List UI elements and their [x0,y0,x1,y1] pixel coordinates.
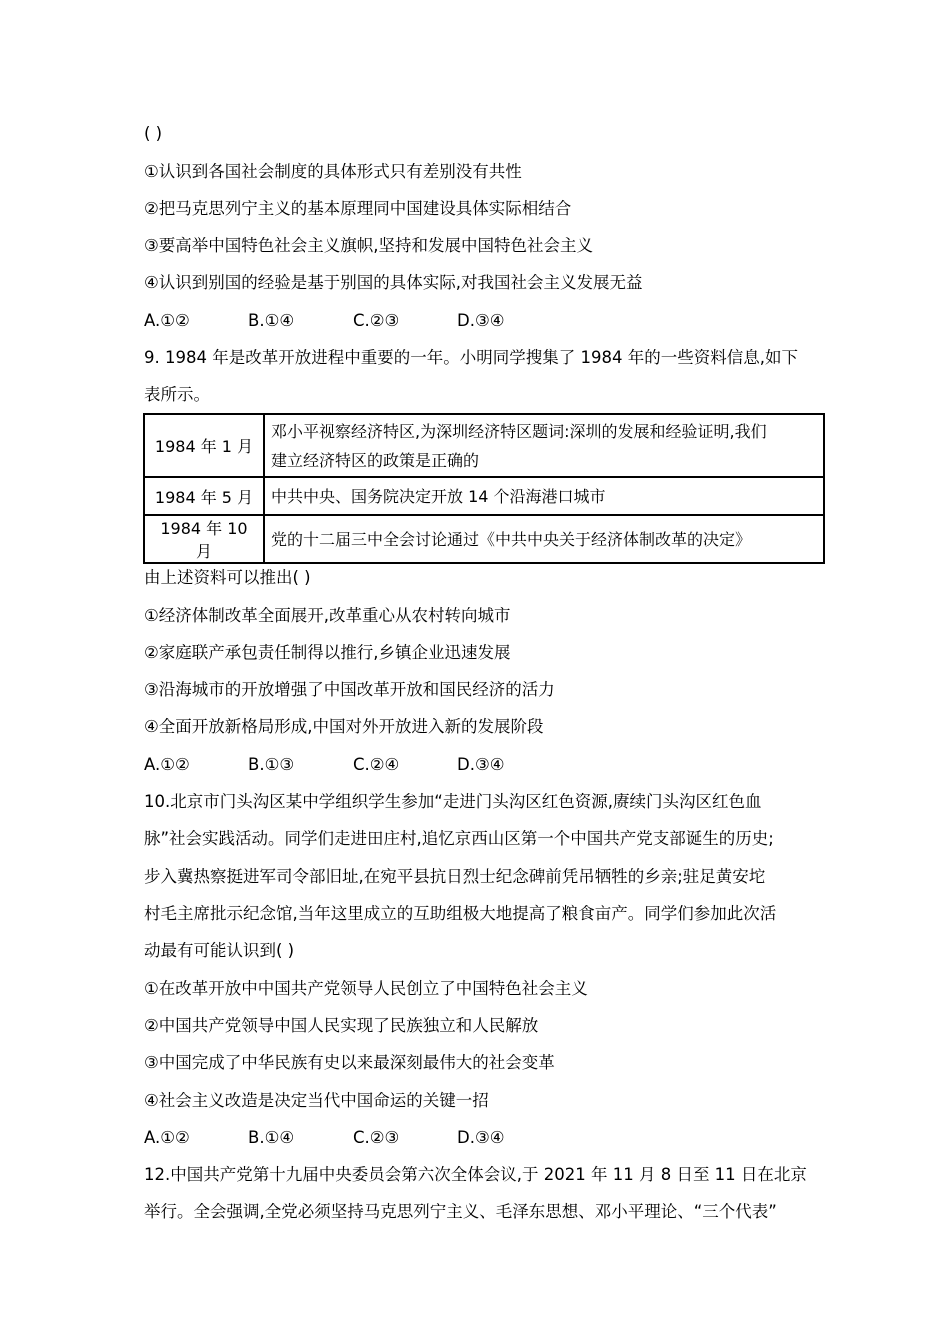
table-date-cell: 1984 年 5 月 [144,477,264,515]
q12-stem-line-1: 12.中国共产党第十九届中央委员会第六次全体会议,于 2021 年 11 月 8 日至 11 日在北京 [144,1165,807,1184]
q8-option-c: C.②③ [353,311,400,330]
q10-item-2: ②中国共产党领导中国人民实现了民族独立和人民解放 [144,1016,539,1035]
table-row [144,477,824,515]
q8-option-b: B.①④ [248,311,295,330]
table-date-cell: 1984 年 10 月 [144,515,264,563]
q9-stem-line-2: 表所示。 [144,385,210,404]
q8-item-3: ③要高举中国特色社会主义旗帜,坚持和发展中国特色社会主义 [144,236,594,255]
q8-item-2: ②把马克思列宁主义的基本原理同中国建设具体实际相结合 [144,199,572,218]
q9-option-c: C.②④ [353,755,400,774]
q8-option-a: A.①② [144,311,190,330]
q9-prompt: 由上述资料可以推出( ) [144,568,311,587]
q8-item-4: ④认识到别国的经验是基于别国的具体实际,对我国社会主义发展无益 [144,273,643,292]
q9-item-2: ②家庭联产承包责任制得以推行,乡镇企业迅速发展 [144,643,511,662]
table-event-line: 中共中央、国务院决定开放 14 个沿海港口城市 [271,486,606,506]
q8-item-1: ①认识到各国社会制度的具体形式只有差别没有共性 [144,162,522,181]
q10-stem-line-1: 10.北京市门头沟区某中学组织学生参加“走进门头沟区红色资源,赓续门头沟区红色血 [144,792,762,811]
q9-info-table [143,413,825,564]
table-event-line: 建立经济特区的政策是正确的 [271,450,480,470]
q10-stem-line-2: 脉”社会实践活动。同学们走进田庄村,追忆京西山区第一个中国共产党支部诞生的历史; [144,829,774,848]
q10-option-c: C.②③ [353,1128,400,1147]
table-event-cell [264,477,824,515]
q10-item-1: ①在改革开放中中国共产党领导人民创立了中国特色社会主义 [144,979,588,998]
table-row [144,515,824,563]
q9-option-d: D.③④ [457,755,505,774]
table-event-cell [264,414,824,477]
q10-option-a: A.①② [144,1128,190,1147]
q9-stem-line-1: 9. 1984 年是改革开放进程中重要的一年。小明同学搜集了 1984 年的一些资料信息,如下 [144,348,798,367]
q9-item-4: ④全面开放新格局形成,中国对外开放进入新的发展阶段 [144,717,544,736]
table-event-cell [264,515,824,563]
table-date-cell: 1984 年 1 月 [144,414,264,477]
q9-item-1: ①经济体制改革全面展开,改革重心从农村转向城市 [144,606,511,625]
q12-stem-line-2: 举行。全会强调,全党必须坚持马克思列宁主义、毛泽东思想、邓小平理论、“三个代表” [144,1202,777,1221]
q9-option-a: A.①② [144,755,190,774]
q10-stem-line-3: 步入冀热察挺进军司令部旧址,在宛平县抗日烈士纪念碑前凭吊牺牲的乡亲;驻足黄安坨 [144,867,766,886]
q8-option-d: D.③④ [457,311,505,330]
table-event-line: 邓小平视察经济特区,为深圳经济特区题词:深圳的发展和经验证明,我们 [271,421,767,441]
q10-item-4: ④社会主义改造是决定当代中国命运的关键一招 [144,1091,489,1110]
table-event-line: 党的十二届三中全会讨论通过《中共中央关于经济体制改革的决定》 [271,529,752,549]
q10-option-d: D.③④ [457,1128,505,1147]
q10-stem-line-4: 村毛主席批示纪念馆,当年这里成立的互助组极大地提高了粮食亩产。同学们参加此次活 [144,904,777,923]
q9-option-b: B.①③ [248,755,295,774]
q10-stem-line-5: 动最有可能认识到( ) [144,941,295,960]
q10-item-3: ③中国完成了中华民族有史以来最深刻最伟大的社会变革 [144,1053,555,1072]
table-row [144,414,824,477]
q9-item-3: ③沿海城市的开放增强了中国改革开放和国民经济的活力 [144,680,555,699]
q8-answer-bracket: ( ) [144,124,163,143]
q10-option-b: B.①④ [248,1128,295,1147]
